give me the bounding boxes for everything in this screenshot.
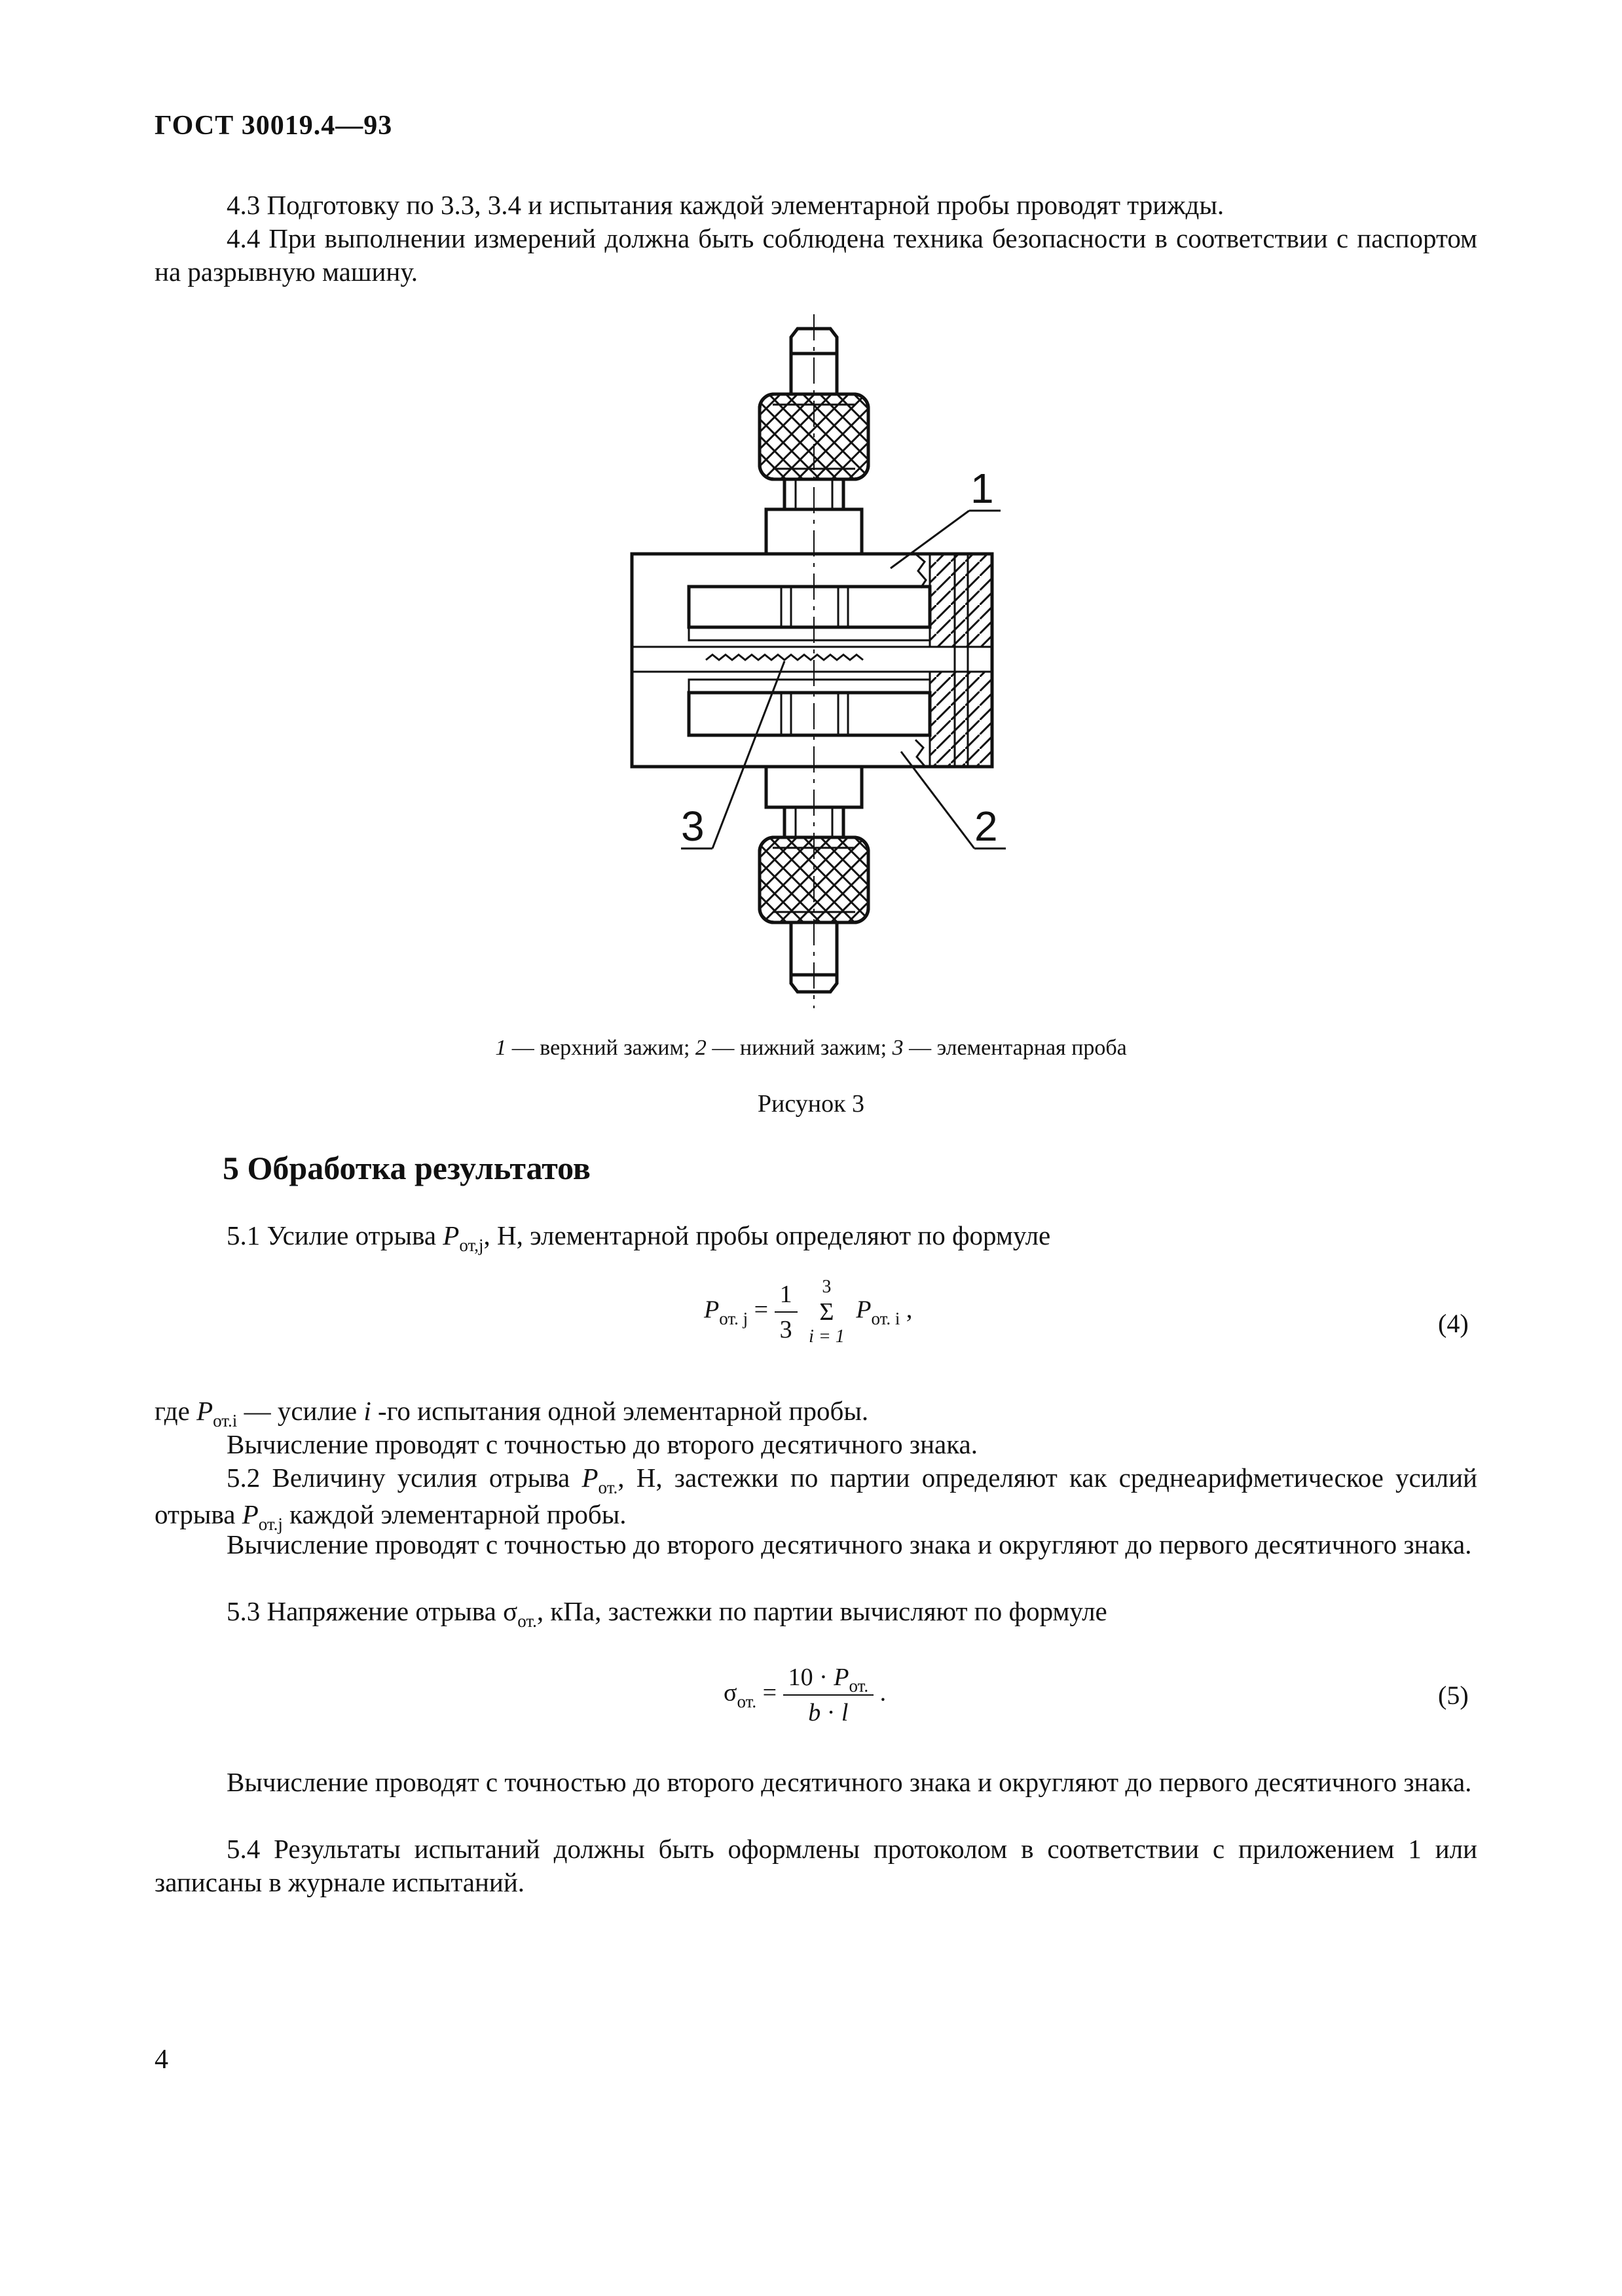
callout-1: 1 [970,465,994,512]
figure-legend [0,1036,1622,1061]
page-number: 4 [155,2045,168,2075]
callout-3: 3 [681,803,705,850]
f4-sum [809,1277,845,1347]
paragraph-calc-1: Вычисление проводят с точностью до второго десятичного знака. [227,1429,978,1459]
legend-num-2: 2 [695,1036,707,1060]
paragraph-4-3: 4.3 Подготовку по 3.3, 3.4 и испытания каждой элементарной пробы проводят трижды. [227,190,1225,220]
figure-title: Рисунок 3 [757,1090,865,1118]
legend-num-1: 1 [495,1036,507,1060]
p5-2-subscript: от. [598,1478,618,1497]
f5-num-symbol: P [834,1664,849,1691]
equation-number-5: (5) [1438,1681,1469,1710]
f5-eq: = [756,1679,783,1707]
f5-num-pre: 10 · [788,1664,834,1691]
p5-1-subscript: от,j [459,1235,484,1255]
f4-den: 3 [779,1316,792,1343]
p5-2-subscript-2: от.j [258,1514,283,1534]
p5-3-symbol: σ [503,1596,518,1626]
f5-den-dot: · [820,1699,841,1726]
where-mid: — усилие [237,1396,364,1426]
f4-lhs: P [704,1296,720,1324]
f4-num: 1 [775,1280,798,1313]
f4-sum-bottom: i = 1 [809,1326,845,1347]
paragraph-5-4: 5.4 Результаты испытаний должны быть оформлены протоколом в соответствии с приложением 1 или записаны в журнале испытаний. [155,1834,1477,1897]
p5-2-post: каждой элементарной пробы. [282,1499,627,1529]
f5-denominator [803,1696,853,1727]
paragraph-calc-2: Вычисление проводят с точностью до второго десятичного знака и округляют до первого десятичного знака. [227,1529,1472,1559]
f5-lhs-sub: от. [737,1691,757,1711]
f5-tail: . [874,1679,887,1707]
f5-den-l: l [841,1699,849,1726]
where-i: i [363,1396,371,1426]
p5-3-pre: 5.3 Напряжение отрыва [227,1596,504,1626]
f5-den-b: b [808,1699,821,1726]
f5-numerator [783,1663,874,1696]
p5-2-symbol-2: P [242,1499,259,1529]
callout-2: 2 [974,803,998,850]
p5-2-symbol: P [581,1463,599,1493]
f5-num-sub: от. [849,1676,869,1696]
p5-3-subscript: от. [517,1611,537,1631]
paragraph-5-3 [155,1595,1477,1631]
legend-num-3: 3 [892,1036,904,1060]
p5-1-text-end: , Н, элементарной пробы определяют по формуле [483,1220,1051,1250]
where-pre: где [155,1396,197,1426]
where-subscript: от.i [213,1411,238,1430]
legend-text-3: — элементарная проба [903,1036,1127,1060]
lower-clamp-block [689,693,930,735]
paragraph-where [155,1394,1477,1431]
p5-2-mid: , Н, застежки по партии определяют как среднеарифметическое усилий отрыва [155,1463,1477,1529]
paragraph-4-4: 4.4 При выполнении измерений должна быть соблюдена техника безопасности в соответствии с паспортом на разрывную машину. [155,223,1477,287]
section-title: 5 Обработка результатов [223,1150,591,1186]
f4-sum-sign: Σ [819,1298,834,1326]
legend-text-2: — нижний зажим; [706,1036,893,1060]
legend-text-1: — верхний зажим; [506,1036,695,1060]
sample-teeth [706,655,863,660]
paragraph-5-1 [155,1219,1477,1256]
figure-3-drawing [0,0,1622,1021]
paragraph-calc-3: Вычисление проводят с точностью до второго десятичного знака и округляют до первого десятичного знака. [227,1767,1472,1797]
f4-fraction [775,1280,798,1344]
paragraph-5-2 [155,1461,1477,1535]
formula-4 [704,1277,912,1347]
f4-eq: = [748,1296,775,1324]
formula-5 [724,1663,886,1727]
f4-rhs-sub: от. i [871,1308,900,1328]
equation-number-4: (4) [1438,1309,1469,1338]
f4-rhs: P [856,1296,872,1324]
upper-clamp-block [689,587,930,627]
where-symbol: P [196,1396,213,1426]
f5-lhs: σ [724,1679,737,1707]
p5-1-text: 5.1 Усилие отрыва [227,1220,443,1250]
p5-3-post: , кПа, застежки по партии вычисляют по формуле [536,1596,1107,1626]
f4-sum-top: 3 [822,1277,832,1297]
f4-tail: , [900,1296,913,1324]
p5-1-symbol: P [443,1220,460,1250]
f5-fraction [783,1663,874,1727]
p5-2-pre: 5.2 Величину усилия отрыва [227,1463,582,1493]
where-post: -го испытания одной элементарной пробы. [371,1396,869,1426]
doc-header: ГОСТ 30019.4—93 [155,111,393,141]
f4-lhs-sub: от. j [719,1308,748,1328]
